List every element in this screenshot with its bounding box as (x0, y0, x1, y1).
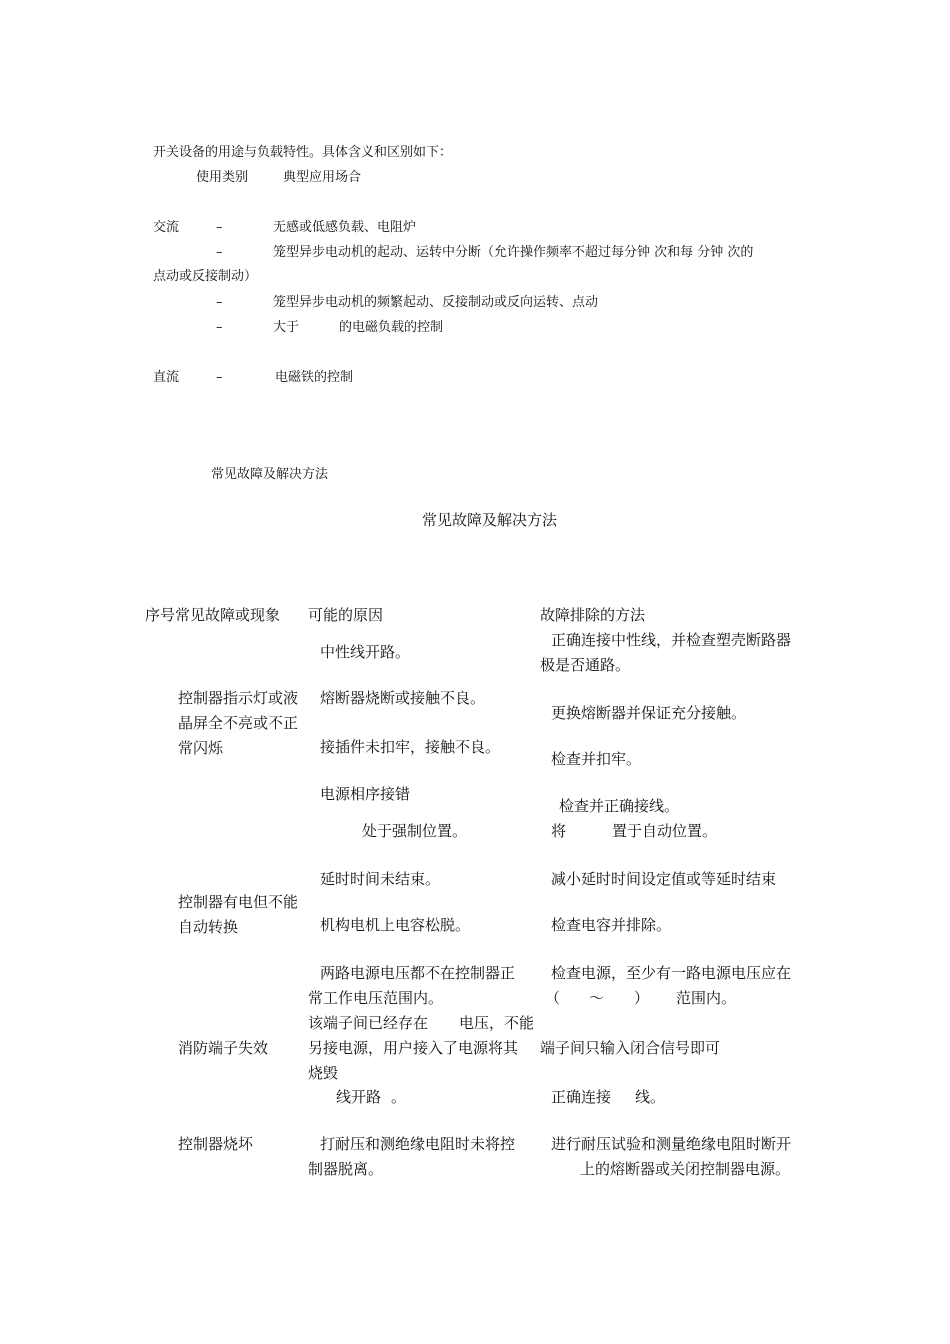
ac-row-3-dash: – (216, 295, 223, 310)
table-header-remedy: 故障排除的方法 (540, 606, 646, 624)
fault-2-line-2: 自动转换 (178, 918, 239, 936)
ac-row-2-text: 笼型异步电动机的起动、运转中分断（允许操作频率不超过每分钟 次和每 分钟 次的 (273, 245, 754, 260)
cause-1-2: 熔断器烧断或接触不良。 (320, 689, 486, 707)
remedy-1-4: 检查并正确接线。 (559, 797, 680, 815)
table-header-cause: 可能的原因 (308, 606, 384, 624)
cause-3-2-b: 。 (391, 1088, 407, 1106)
ac-row-1-text: 无感或低感负载、电阻炉 (273, 220, 417, 235)
ac-row-4-text-b: 的电磁负载的控制 (339, 320, 444, 335)
remedy-4-1-line-2: 上的熔断器或关闭控制器电源。 (580, 1160, 791, 1178)
cause-1-4: 电源相序接错 (320, 785, 411, 803)
fault-1-line-1: 控制器指示灯或液 (178, 689, 299, 707)
remedy-3-2-b: 线。 (635, 1088, 666, 1106)
fault-4: 控制器烧坏 (178, 1135, 254, 1153)
cause-2-4-line-2: 常工作电压范围内。 (308, 989, 444, 1007)
cause-3-1-a: 该端子间已经存在 (308, 1014, 429, 1032)
dc-label: 直流 (153, 370, 180, 385)
fault-3: 消防端子失效 (178, 1039, 269, 1057)
remedy-2-3: 检查电容并排除。 (551, 916, 672, 934)
section-heading-center: 常见故障及解决方法 (422, 511, 558, 529)
remedy-1-3: 检查并扣牢。 (551, 750, 642, 768)
cause-1-3: 接插件未扣牢，接触不良。 (320, 738, 501, 756)
remedy-2-4-range-text: 范围内。 (676, 989, 737, 1007)
cause-2-1: 处于强制位置。 (362, 822, 468, 840)
cause-1-1: 中性线开路。 (320, 643, 411, 661)
remedy-2-1-b: 置于自动位置。 (612, 822, 718, 840)
remedy-2-4-range-tilde: ～ (589, 989, 605, 1007)
cause-4-1-line-2: 制器脱离。 (308, 1160, 384, 1178)
ac-row-1-dash: – (216, 220, 223, 235)
remedy-1-1-line-1: 正确连接中性线，并检查塑壳断路器 (551, 631, 792, 649)
remedy-2-2: 减小延时时间设定值或等延时结束 (551, 870, 777, 888)
cause-2-2: 延时时间未结束。 (320, 870, 441, 888)
remedy-4-1-line-1: 进行耐压试验和测量绝缘电阻时断开 (551, 1135, 792, 1153)
ac-row-2-continuation: 点动或反接制动） (153, 269, 258, 284)
cause-2-3: 机构电机上电容松脱。 (320, 916, 471, 934)
remedy-3-2-a: 正确连接 (551, 1088, 612, 1106)
intro-line: 开关设备的用途与负载特性。具体含义和区别如下： (153, 145, 453, 160)
remedy-1-1-line-2: 极是否通路。 (540, 656, 631, 674)
cause-3-2-a: 线开路 (336, 1088, 382, 1106)
cause-3-1-b: 电压，不能 (459, 1014, 535, 1032)
cause-3-1-line-3: 烧毁 (308, 1064, 339, 1082)
remedy-2-4-range-open: （ (545, 989, 561, 1007)
dc-dash: – (216, 370, 223, 385)
header-category: 使用类别 (196, 170, 249, 185)
section-heading-small: 常见故障及解决方法 (211, 467, 329, 482)
remedy-2-4-range-close: ） (634, 989, 650, 1007)
fault-1-line-3: 常闪烁 (178, 739, 224, 757)
remedy-2-1-a: 将 (551, 822, 567, 840)
ac-label: 交流 (153, 220, 180, 235)
fault-2-line-1: 控制器有电但不能 (178, 893, 299, 911)
ac-row-4-text-a: 大于 (273, 320, 300, 335)
table-header-fault: 序号常见故障或现象 (145, 606, 281, 624)
fault-1-line-2: 晶屏全不亮或不正 (178, 714, 299, 732)
remedy-1-2: 更换熔断器并保证充分接触。 (551, 704, 747, 722)
remedy-2-4-line-1: 检查电源，至少有一路电源电压应在 (551, 964, 792, 982)
ac-row-3-text: 笼型异步电动机的频繁起动、反接制动或反向运转、点动 (273, 295, 599, 310)
cause-2-4-line-1: 两路电源电压都不在控制器正 (320, 964, 516, 982)
cause-4-1-line-1: 打耐压和测绝缘电阻时未将控 (320, 1135, 516, 1153)
dc-text: 电磁铁的控制 (275, 370, 354, 385)
header-application: 典型应用场合 (283, 170, 362, 185)
remedy-3-1: 端子间只输入闭合信号即可 (540, 1039, 721, 1057)
cause-3-1-line-2: 另接电源，用户接入了电源将其 (308, 1039, 519, 1057)
ac-row-4-dash: – (216, 320, 223, 335)
ac-row-2-dash: – (216, 245, 223, 260)
